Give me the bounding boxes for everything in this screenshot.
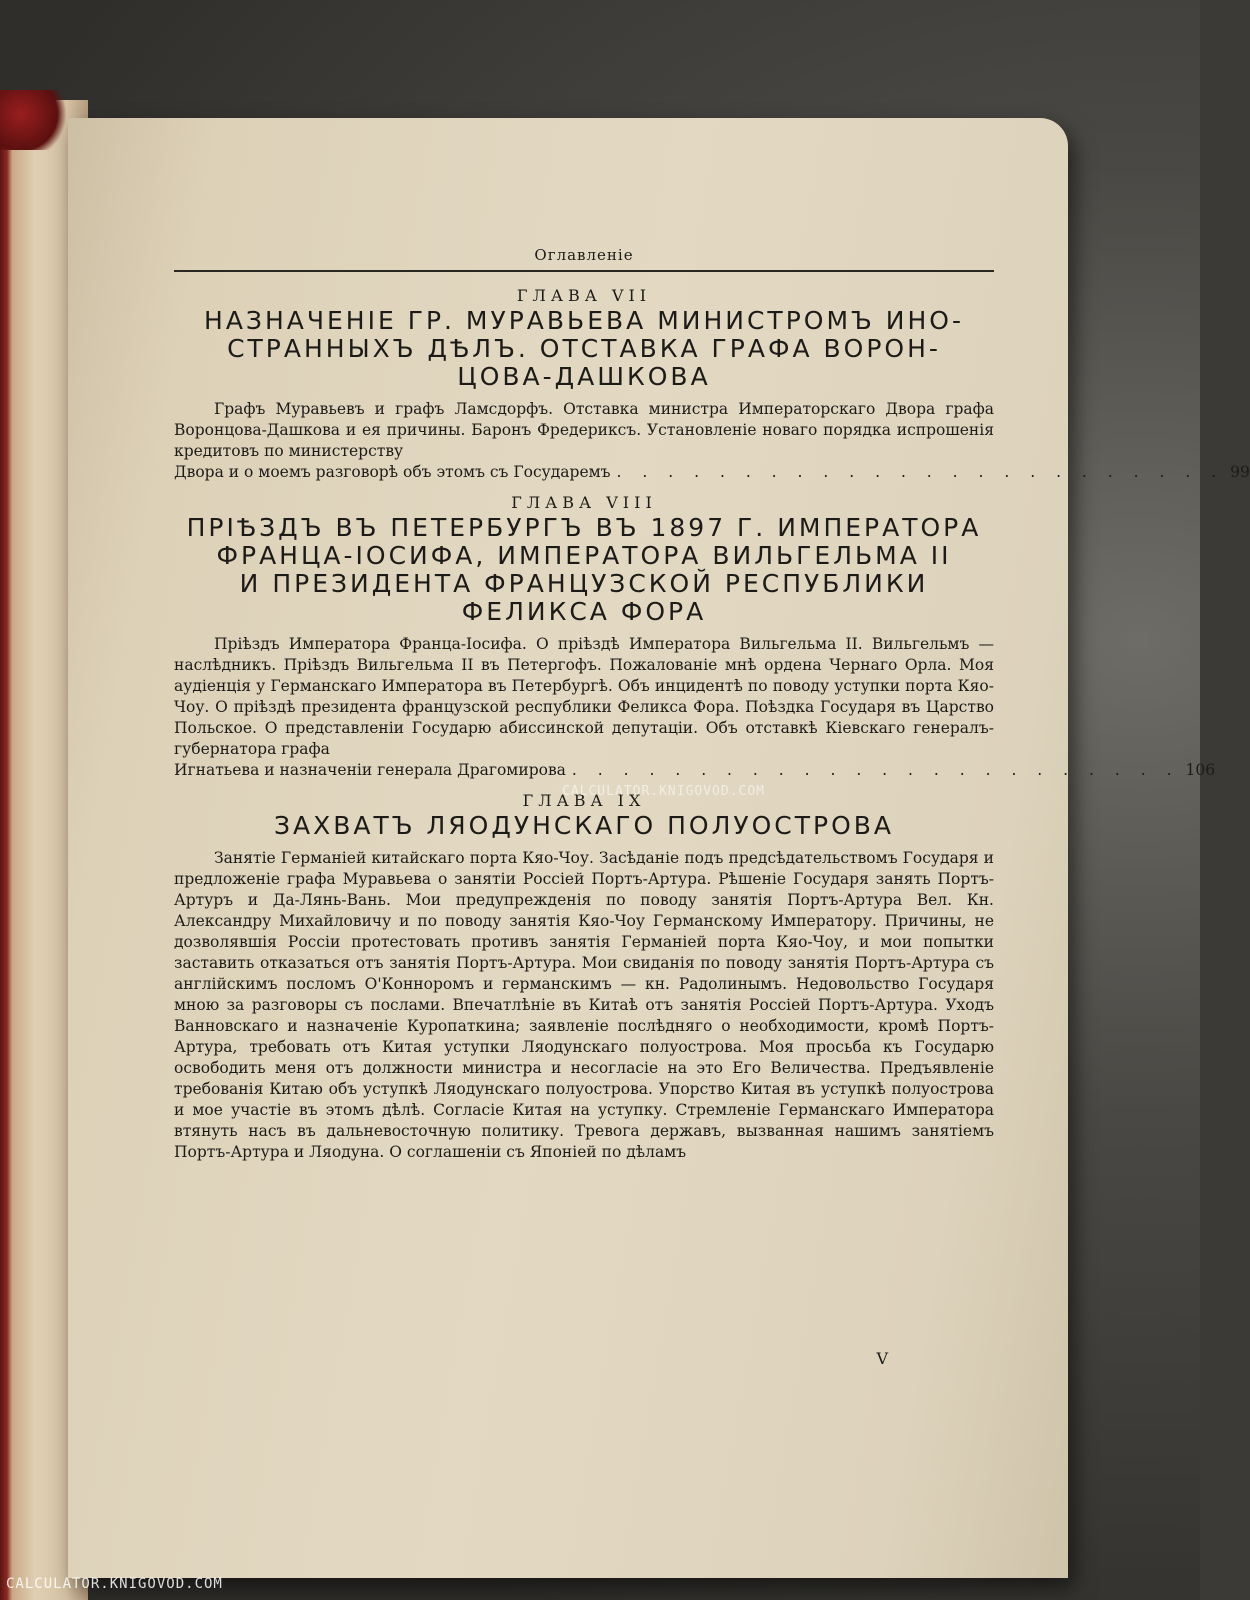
chapter-title-line: И ПРЕЗИДЕНТА ФРАНЦУЗСКОЙ РЕСПУБЛИКИ xyxy=(239,569,929,598)
chapter-summary-end: Двора и о моемъ разговорѣ объ этомъ съ Государемъ xyxy=(174,463,611,481)
page-number[interactable]: 106 xyxy=(1185,761,1216,779)
chapter-summary-block xyxy=(174,848,994,1163)
chapter-entry-9 xyxy=(174,791,994,1163)
chapter-title-line: ПРІѢЗДЪ ВЪ ПЕТЕРБУРГЪ ВЪ 1897 Г. ИМПЕРАТОРА xyxy=(186,513,982,542)
running-head: Оглавленіе xyxy=(174,246,994,272)
chapter-summary-end: Игнатьева и назначеніи генерала Драгомирова xyxy=(174,761,566,779)
chapter-label: ГЛАВА VII xyxy=(516,286,652,305)
dot-leader: . . . . . . . . . . . . . . . . . . . . . . . . xyxy=(571,761,1180,779)
chapter-title-line: НАЗНАЧЕНІЕ ГР. МУРАВЬЕВА МИНИСТРОМЪ ИНО- xyxy=(204,306,964,335)
binding-cloth xyxy=(0,90,70,150)
chapter-title xyxy=(174,812,994,840)
toc-line-with-page xyxy=(174,760,1216,781)
chapter-label: ГЛАВА VIII xyxy=(511,493,657,512)
chapter-entry-8 xyxy=(174,493,1216,781)
folio-page-number: V xyxy=(876,1349,888,1368)
chapter-summary: Занятіе Германіей китайскаго порта Кяо-Чоу. Засѣданіе подъ предсѣдательствомъ Государя и предложеніе графа Муравьева о занятіи Россіей Портъ-Артура. Рѣшеніе Государя занять Портъ-Артуръ и Да-Лянь-Вань. Мои предупрежденія по поводу занятія Портъ-Артура Вел. Кн. Александру Михайловичу и по поводу занятія Кяо-Чоу Германскому Императору. Причины, не дозволявшія Россіи протестовать противъ занятія Германіей порта Кяо-Чоу, и мои попытки заставить отказаться отъ занятія Портъ-Артура. Мои свиданія по поводу занятія Портъ-Артура съ англійскимъ посломъ О'Конноромъ и германскимъ — кн. Радолинымъ. Недовольство Государя мною за разговоры съ послами. Впечатлѣніе въ Китаѣ отъ занятія Россіей Портъ-Артура. Уходъ Ванновскаго и назначеніе Куропаткина; заявленіе послѣдняго о необходимости, кромѣ Портъ-Артура, требовать отъ Китая уступки Ляодунскаго полуострова. Моя просьба къ Государю освободить меня отъ должности министра и несогласіе на это Его Величества. Предъявленіе требованія Китаю объ уступкѣ Ляодунскаго полуострова. Упорство Китая въ уступкѣ полуострова и мое участіе въ этомъ дѣлѣ. Согласіе Китая на уступку. Стремленіе Германскаго Императора втянуть насъ въ дальневосточную политику. Тревога державъ, вызванная нашимъ занятіемъ Портъ-Артура и Ляодуна. О соглашеніи съ Японіей по дѣламъ xyxy=(174,849,994,1161)
chapter-title-line: СТРАННЫХЪ ДѢЛЪ. ОТСТАВКА ГРАФА ВОРОН- xyxy=(227,334,941,363)
chapter-label: ГЛАВА IX xyxy=(522,791,646,810)
watermark-middle: CALCULATOR.KNIGOVOD.COM xyxy=(562,784,766,799)
chapter-title-line: ЗАХВАТЪ ЛЯОДУНСКАГО ПОЛУОСТРОВА xyxy=(273,811,895,840)
chapter-title xyxy=(174,514,994,626)
book-page xyxy=(68,118,1250,1578)
table-of-contents xyxy=(174,246,1250,1173)
chapter-entry-7 xyxy=(174,286,1250,483)
chapter-title xyxy=(174,307,994,391)
dot-leader: . . . . . . . . . . . . . . . . . . . . . . . . xyxy=(616,463,1225,481)
chapter-summary-block xyxy=(174,399,1250,483)
toc-line-with-page xyxy=(174,462,1250,483)
chapter-summary-block xyxy=(174,634,1216,781)
watermark-corner: CALCULATOR.KNIGOVOD.COM xyxy=(6,1576,223,1592)
chapter-title-line: ФРАНЦА-ІОСИФА, ИМПЕРАТОРА ВИЛЬГЕЛЬМА II xyxy=(216,541,952,570)
chapter-title-line: ФЕЛИКСА ФОРА xyxy=(461,597,707,626)
chapter-title-line: ЦОВА-ДАШКОВА xyxy=(457,362,711,391)
page-number[interactable]: 99 xyxy=(1230,463,1250,481)
chapter-summary: Графъ Муравьевъ и графъ Ламсдорфъ. Отставка министра Императорскаго Двора графа Воронцова-Дашкова и ея причины. Баронъ Фредериксъ. Установленіе новаго порядка испрошенія кредитовъ по министерству xyxy=(174,400,994,460)
chapter-summary: Пріѣздъ Императора Франца-Іосифа. О пріѣздѣ Императора Вильгельма II. Вильгельмъ — наслѣдникъ. Пріѣздъ Вильгельма II въ Петергофъ. Пожалованіе мнѣ ордена Чернаго Орла. Моя аудіенція у Германскаго Императора въ Петербургѣ. Объ инцидентѣ по поводу уступки порта Кяо-Чоу. О пріѣздѣ президента французской республики Феликса Фора. Поѣздка Государя въ Царство Польское. О представленіи Государю абиссинской депутаціи. Объ отставкѣ Кіевскаго генералъ-губернатора графа xyxy=(174,635,994,758)
